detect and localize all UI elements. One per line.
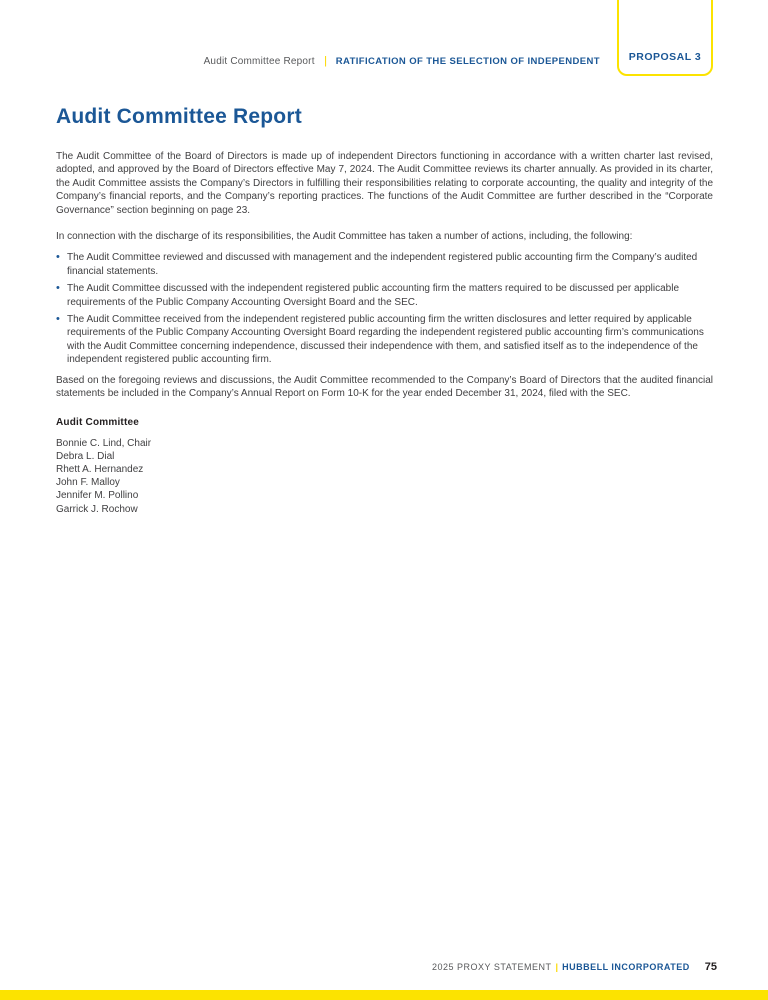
paragraph-intro: The Audit Committee of the Board of Directors is made up of independent Directors functioning in accordance with a written charter last revised, adopted, and approved by the Board of Directors effective May 7, 2024. The Audit Committee reviews its charter annually. As provided in its charter, the Audit Committee assists the Company’s Directors in fulfilling their responsibilities relating to corporate accounting, the quality and integrity of the Company’s financial reports, and the Company’s reporting practices. The functions of the Audit Committee are further described in the “Corporate Governance” section beginning on page 23. <box>56 151 713 216</box>
committee-member-list <box>56 437 713 516</box>
running-header-section: RATIFICATION OF THE SELECTION OF INDEPENDENT <box>335 55 600 67</box>
footer-document-title: 2025 PROXY STATEMENT <box>432 962 552 972</box>
bullet-text: The Audit Committee received from the independent registered public accounting firm the written disclosures and letter required by applicable requirements of the Public Company Accounting Oversight Board regarding the independent registered public accounting firm’s communications with the Audit Committee concerning independence, discussed their independence with them, and satisfied itself as to the independence of the independent registered public accounting firm. <box>67 314 704 366</box>
bullet-icon: • <box>56 313 60 326</box>
actions-bullet-list <box>56 251 713 366</box>
running-header-subsection: Audit Committee Report <box>203 55 315 67</box>
footer-page-number: 75 <box>704 961 717 973</box>
page-footer <box>432 961 717 973</box>
page-title: Audit Committee Report <box>56 105 302 128</box>
committee-member: Debra L. Dial <box>56 450 115 462</box>
committee-member: Bonnie C. Lind, Chair <box>56 437 152 449</box>
committee-member: Rhett A. Hernandez <box>56 463 144 475</box>
list-item <box>56 282 713 309</box>
bullet-icon: • <box>56 251 60 264</box>
committee-member: John F. Malloy <box>56 477 120 489</box>
committee-heading: Audit Committee <box>56 416 139 428</box>
paragraph-closing: Based on the foregoing reviews and discussions, the Audit Committee recommended to the Company’s Board of Directors that the audited financial statements be included in the Company’s Annual Report on Form 10-K for the year ended December 31, 2024, filed with the SEC. <box>56 374 713 400</box>
footer-separator-bar: | <box>555 962 559 972</box>
bullet-text: The Audit Committee discussed with the independent registered public accounting firm the matters required to be discussed per applicable requirements of the Public Company Accounting Oversight Board and the SEC. <box>67 283 680 308</box>
bullet-text: The Audit Committee reviewed and discussed with management and the independent registered public accounting firm the Company’s audited financial statements. <box>67 252 698 277</box>
footer-company-name: HUBBELL INCORPORATED <box>562 962 690 972</box>
committee-member: Jennifer M. Pollino <box>56 490 139 502</box>
main-content <box>56 104 713 516</box>
committee-member: Garrick J. Rochow <box>56 503 138 515</box>
proposal-badge <box>617 0 713 76</box>
running-header <box>204 55 600 67</box>
bottom-accent-bar <box>0 990 768 1000</box>
list-item <box>56 313 713 367</box>
bullet-icon: • <box>56 282 60 295</box>
header-separator-bar: | <box>324 55 327 67</box>
proposal-badge-label: PROPOSAL 3 <box>628 51 702 63</box>
paragraph-actions-leadin: In connection with the discharge of its responsibilities, the Audit Committee has taken a number of actions, including, the following: <box>56 231 633 243</box>
list-item <box>56 251 713 278</box>
